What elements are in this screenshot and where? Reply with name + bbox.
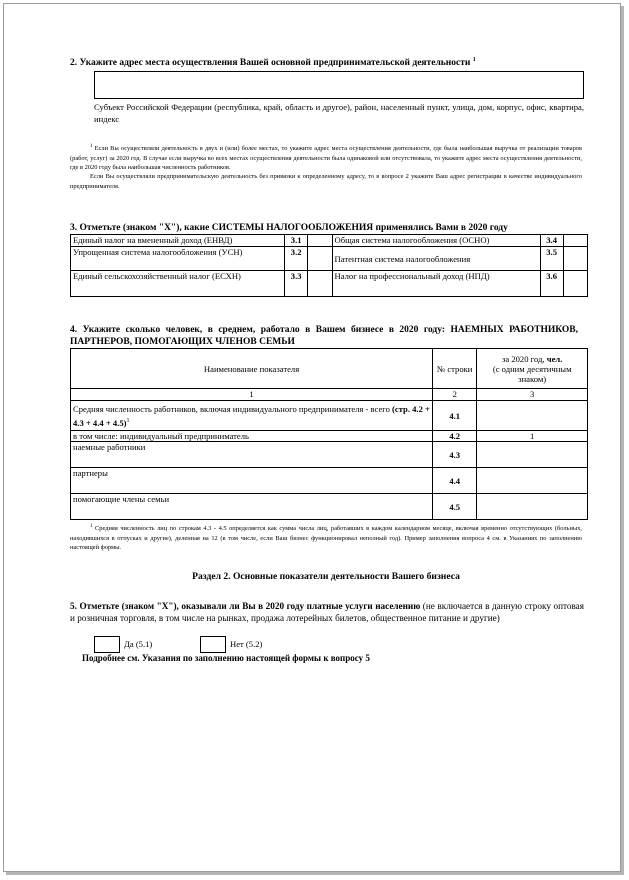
row-label: помогающие члены семьи [71,494,433,520]
col-number: 1 [71,389,433,401]
address-input[interactable] [94,71,584,99]
row-code: 4.2 [433,431,477,442]
tax-code: 3.5 [540,247,563,271]
col-header-value-b: чел. [546,353,563,364]
q2-footnote-1-text: Если Вы осуществляли деятельность в двух и (или) более местах, то укажите адрес места осуществления деятельности, где была наибольшая выручка от реализации товаров (работ, услуг) за 2020 год. В случае если выручка во всех местах осуществления деятельности была одинаковой или отсутствовала, то укажите адрес места осуществления деятельности, где в 2020 году была наибольшая численность работников. [70,145,582,172]
tax-checkbox-3-5[interactable] [563,247,587,271]
tax-code: 3.2 [285,247,308,271]
row-footnote-mark: 1 [126,417,130,424]
table-row [71,271,588,297]
table-row [71,494,588,520]
table-row [71,431,588,442]
row-code: 4.4 [433,468,477,494]
tax-code: 3.6 [540,271,563,297]
tax-code: 3.3 [285,271,308,297]
row-label: в том числе: индивидуальный предприниматель [71,431,433,442]
col-number-row [71,389,588,401]
value-cell-4-1[interactable] [477,401,588,431]
q5-title-bold: 5. Отметьте (знаком "Х"), оказывали ли Вы в 2020 году платные услуги населению [70,601,421,611]
tax-checkbox-3-1[interactable] [308,235,332,247]
value-cell-4-5[interactable] [477,494,588,520]
tax-checkbox-3-3[interactable] [308,271,332,297]
tax-checkbox-3-6[interactable] [563,271,587,297]
tax-checkbox-3-2[interactable] [308,247,332,271]
row-code: 4.5 [433,494,477,520]
tax-system-table [70,234,588,297]
row-code: 4.3 [433,442,477,468]
table-row [71,468,588,494]
form-page [3,3,621,872]
tax-label: Общая система налогообложения (ОСНО) [332,235,540,247]
q4-title: 4. Укажите сколько человек, в среднем, работало в Вашем бизнесе в 2020 году: НАЕМНЫХ РАБОТНИКОВ, ПАРТНЕРОВ, ПОМОГАЮЩИХ ЧЛЕНОВ СЕМЬИ [70,325,578,347]
q4-footnote-text: Средняя численность лиц по строкам 4.3 - 4.5 определяется как сумма числа лиц, работавших в каждом календарном месяце, включая временно отсутствующих (больных, находившихся в отпусках и другие), деленная на 12 (в том числе, если Ваш бизнес функционировал неполный год). Пример заполнения вопроса 4 см. в Указаниях по заполнению настоящей формы. [70,525,582,552]
q5-title [70,600,584,624]
table-header-row [71,349,588,389]
col-header-line: № строки [433,349,477,389]
value-cell-4-4[interactable] [477,468,588,494]
q2-footnote-2: Если Вы осуществляли предпринимательскую деятельность без привязки к определенному адресу, то в вопросе 2 укажите Ваш адрес регистрации в качестве индивидуального предпринимателя. [70,173,582,190]
col-header-value [477,349,588,389]
row-label [71,401,433,431]
tax-code: 3.1 [285,235,308,247]
table-row [71,247,588,271]
col-header-value-c: (с одним десятичным знаком) [492,363,572,384]
table-row [71,442,588,468]
row-label: партнеры [71,468,433,494]
tax-code: 3.4 [540,235,563,247]
workers-table [70,348,588,520]
tax-label: Патентная система налогообложения [332,247,540,271]
row-label: наемные работники [71,442,433,468]
q5-note: Подробнее см. Указания по заполнению настоящей формы к вопросу 5 [82,653,370,663]
tax-label: Единый налог на вмененный доход (ЕНВД) [71,235,285,247]
no-checkbox[interactable] [200,636,226,653]
q2-footnote-1: $^1$ Если Вы осуществляли деятельность в двух и (или) более местах, то укажите адрес места осуществления деятельности, где была наибольшая выручка от реализации товаров (работ, услуг) за 2020 год. В случае если выручка во всех местах осуществления деятельности была одинаковой или отсутствовала, то укажите адрес места осуществления деятельности, где в 2020 году была наибольшая численность работников. [70,144,582,172]
tax-label: Налог на профессиональный доход (НПД) [332,271,540,297]
q5-title-rest: (не включается в данную строку оптовая и розничная торговля, в том числе на рынках, продажа лотерейных билетов, общественное питание и другие) [70,601,584,623]
table-row [71,401,588,431]
col-number: 3 [477,389,588,401]
tax-checkbox-3-4[interactable] [563,235,587,247]
row-label-text: Средняя численность работников, включая индивидуального предпринимателя - всего [73,403,390,414]
tax-label: Упрощенная система налогообложения (УСН) [71,247,285,271]
section-2-title: Раздел 2. Основные показатели деятельности Вашего бизнеса [192,571,460,582]
q4-footnote-mark: 1 [90,524,93,529]
value-cell-4-2[interactable]: 1 [477,431,588,442]
col-number: 2 [433,389,477,401]
col-header-name: Наименование показателя [71,349,433,389]
value-cell-4-3[interactable] [477,442,588,468]
q3-title: 3. Отметьте (знаком "Х"), какие СИСТЕМЫ НАЛОГООБЛОЖЕНИЯ применялись Вами в 2020 году [70,223,508,233]
q2-footnote-mark: 1 [472,57,476,63]
q4-footnote [70,522,582,553]
no-label: Нет (5.2) [230,639,263,649]
tax-label: Единый сельскохозяйственный налог (ЕСХН) [71,271,285,297]
col-header-value-a: за 2020 год, [501,353,545,364]
table-row [71,235,588,247]
q2-title-text: 2. Укажите адрес места осуществления Вашей основной предпринимательской деятельности [70,58,471,69]
row-label-formula: (стр. 4.2 + 4.3 + 4.4 + 4.5) [73,403,430,428]
address-hint: Субъект Российской Федерации (республика, край, область и другое), район, населенный пункт, улица, дом, корпус, офис, квартира, индекс [94,102,584,124]
yes-label: Да (5.1) [124,639,153,649]
yes-checkbox[interactable] [94,636,120,653]
q2-title [70,57,570,68]
row-code: 4.1 [433,401,477,431]
